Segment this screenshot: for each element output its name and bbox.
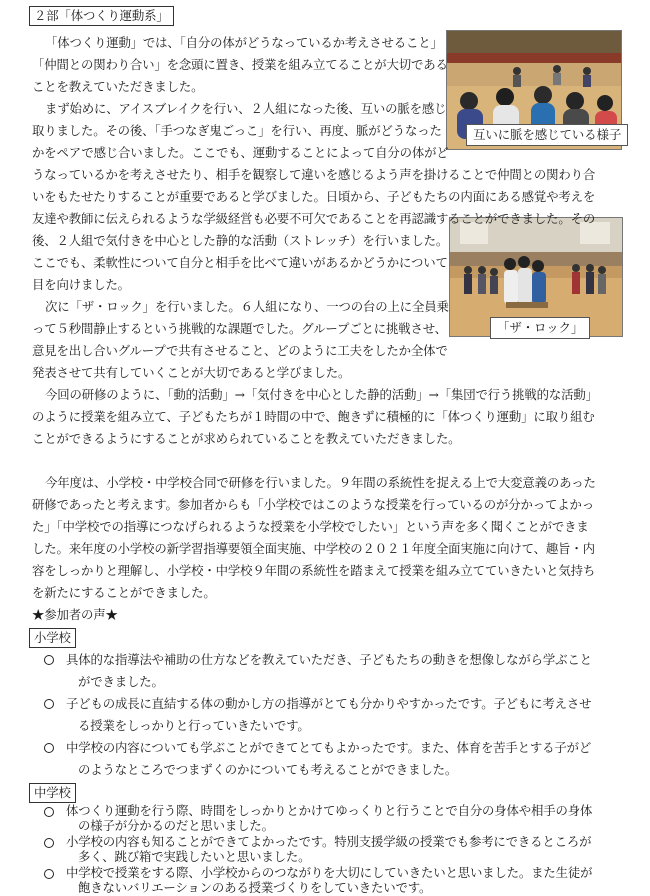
paragraph-line: まず始めに、アイスブレイクを行い、２人組になった後、互いの脈を感じ: [45, 101, 447, 116]
paragraph-line: ことができるようにすることが求められていることを教えていただきました。: [32, 431, 461, 446]
elementary-item-line: 子どもの成長に直結する体の動かし方の指導がとても分かりやすかったです。子どもに考えさせ: [66, 696, 592, 711]
voices-heading: ★参加者の声★: [32, 607, 118, 622]
elementary-label: 小学校: [29, 628, 76, 648]
paragraph-line: た」「中学校での指導につなげられるような授業を小学校でしたい」という声を多く聞くことができま: [32, 519, 589, 534]
photo-1-caption: 互いに脈を感じている様子: [466, 124, 628, 146]
paragraph-line: 目を向けました。: [32, 277, 130, 292]
junior-high-label: 中学校: [29, 783, 76, 803]
junior-high-item-line: の様子が分かるのだと思いました。: [78, 818, 274, 833]
paragraph-line: 意見を出し合いグループで共有させること、どのように工夫をしたか全体で: [32, 343, 448, 358]
section-heading: ２部「体つくり運動系」: [29, 6, 174, 26]
junior-high-item-line: 多く、跳び箱で実践したいと思いました。: [78, 849, 311, 864]
paragraph-line: 取りました。その後、「手つなぎ鬼ごっこ」を行い、再度、脈がどうなった: [32, 123, 442, 138]
paragraph-line: 今回の研修のように、「動的活動」→「気付きを中心とした静的活動」→「集団で行う挑戦的な活動」: [45, 387, 598, 402]
paragraph-line: した。来年度の小学校の新学習指導要領全面実施、中学校の２０２１年度全面実施に向けて、趣旨・内: [32, 541, 595, 556]
bullet-circle-icon: [44, 869, 54, 879]
paragraph-line: ここでも、柔軟性について自分と相手を比べて違いがあるかどうかについて: [32, 255, 448, 270]
elementary-item-line: る授業をしっかりと行っていきたいです。: [78, 718, 310, 733]
paragraph-line: 発表させて共有していくことが大切であると学びました。: [32, 365, 351, 380]
junior-high-item-line: 体つくり運動を行う際、時間をしっかりとかけてゆっくりと行うことで自分の身体や相手の身体: [66, 803, 593, 818]
bullet-circle-icon: [44, 655, 54, 665]
paragraph-line: ことを教えていただきました。: [32, 79, 204, 94]
paragraph-line: 今年度は、小学校・中学校合同で研修を行いました。９年間の系統性を捉える上で大変意義のあった: [45, 475, 596, 490]
bullet-circle-icon: [44, 699, 54, 709]
bullet-circle-icon: [44, 838, 54, 848]
paragraph-line: 「仲間との関わり合い」を念頭に置き、授業を組み立てることが大切である: [32, 57, 448, 72]
paragraph-line: かをペアで感じ合いました。ここでも、運動することによって自分の体がど: [32, 145, 449, 160]
paragraph-line: 友達や教師に伝えられるような学級経営も必要不可欠であることを再認識することができました。その: [32, 211, 596, 226]
elementary-item-line: 具体的な指導法や補助の仕方などを教えていただき、子どもたちの動きを想像しながら学ぶこと: [66, 652, 592, 667]
paragraph-line: うなっているかを考えさせたり、相手を観察して違いを感じるよう声を掛けることで仲間との関わり合: [32, 167, 596, 182]
elementary-item-line: ができました。: [78, 674, 164, 689]
paragraph-line: を新たにすることができました。: [32, 585, 216, 600]
paragraph-line: のように授業を組み立て、子どもたちが１時間の中で、飽きずに積極的に「体つくり運動」に取り組む: [32, 409, 595, 424]
paragraph-line: 「体つくり運動」では、「自分の体がどうなっているか考えさせること」: [45, 35, 443, 50]
paragraph-line: いをもたせたりすることが重要であると学びました。日頃から、子どもたちの内面にある感覚や考えを: [32, 189, 596, 204]
junior-high-item-line: 飽きないバリエーションのある授業づくりをしていきたいです。: [78, 880, 432, 895]
elementary-item-line: 中学校の内容についても学ぶことができてとてもよかったです。また、体育を苦手とする子がど: [66, 740, 592, 755]
paragraph-line: って５秒間静止するという挑戦的な課題でした。グループごとに挑戦させ、: [32, 321, 447, 336]
junior-high-item-line: 小学校の内容も知ることができてよかったです。特別支援学級の授業でも参考にできるところが: [66, 834, 592, 849]
bullet-circle-icon: [44, 807, 54, 817]
elementary-item-line: のようなところでつまずくのかについても考えることができました。: [78, 762, 458, 777]
junior-high-item-line: 中学校で授業をする際、小学校からのつながりを大切にしていきたいと思いました。また生徒が: [66, 865, 593, 880]
bullet-circle-icon: [44, 743, 54, 753]
paragraph-line: 後、２人組で気付きを中心とした静的な活動（ストレッチ）を行いました。: [32, 233, 449, 248]
paragraph-line: 次に「ザ・ロック」を行いました。６人組になり、一つの台の上に全員乗: [45, 299, 449, 314]
photo-2-caption: 「ザ・ロック」: [490, 317, 590, 339]
paragraph-line: 研修であったと考えます。参加者からも「小学校ではこのような授業を行っているのが分かってよかっ: [32, 497, 594, 512]
paragraph-line: 容をしっかりと理解し、小学校・中学校９年間の系統性を踏まえて授業を組み立てていきたいと気持ち: [32, 563, 596, 578]
